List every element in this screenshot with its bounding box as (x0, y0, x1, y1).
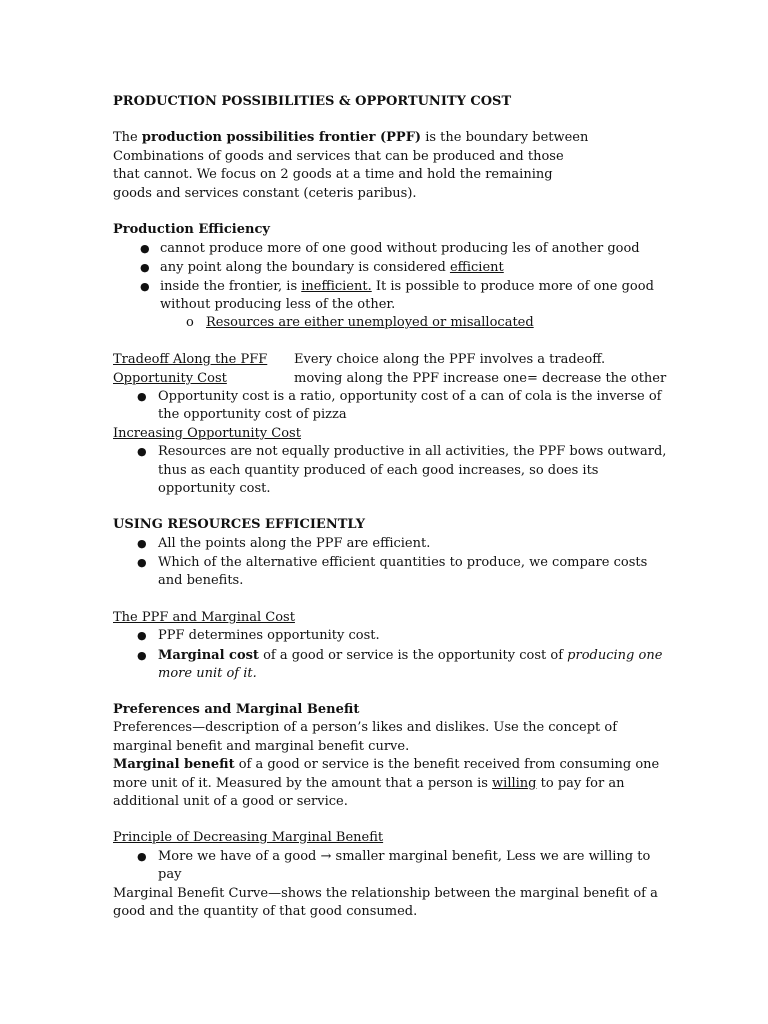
preferences-heading: Preferences and Marginal Benefit (113, 702, 360, 717)
bullet-icon: ● (140, 261, 150, 274)
ioc-bullet-line-2: thus as each quantity produced of each good increases, so does its (158, 463, 599, 478)
pe-bullet-3-pre: inside the frontier, is (160, 279, 302, 294)
bullet-icon: ● (137, 537, 147, 550)
preferences-line-1: Preferences—description of a person’s likes and dislikes. Use the concept of (113, 720, 618, 735)
preferences-line-4 (113, 775, 624, 794)
opportunity-cost-text: moving along the PPF increase one= decrease the other (294, 371, 667, 386)
pe-bullet-3 (160, 278, 654, 297)
oc-bullet-1-line-1: Opportunity cost is a ratio, opportunity cost of a can of cola is the inverse of (158, 389, 662, 404)
pmc-bullet-1: PPF determines opportunity cost. (158, 628, 380, 643)
pmc-bullet-2-line-2: more unit of it. (158, 666, 257, 681)
intro-post: is the boundary between (421, 130, 589, 145)
bullet-icon: ● (137, 445, 147, 458)
intro-line-3: that cannot. We focus on 2 goods at a time and hold the remaining (113, 167, 553, 182)
inefficient-term: inefficient. (301, 279, 372, 294)
ure-bullet-2-line-1: Which of the alternative efficient quantities to produce, we compare costs (158, 555, 648, 570)
intro-line-4: goods and services constant (ceteris paribus). (113, 186, 417, 201)
bullet-icon: ● (140, 280, 150, 293)
pe-bullet-1: cannot produce more of one good without producing les of another good (160, 241, 640, 256)
dmb-bullet-1 (158, 848, 650, 867)
using-resources-heading: USING RESOURCES EFFICIENTLY (113, 517, 365, 532)
increasing-oc-heading: Increasing Opportunity Cost (113, 426, 301, 441)
preferences-line-4-pre: more unit of it. Measured by the amount that a person is (113, 776, 493, 791)
intro-pre: The (113, 130, 142, 145)
ppf-marginal-cost-heading: The PPF and Marginal Cost (113, 610, 295, 625)
pe-bullet-2 (160, 259, 504, 278)
preferences-line-3-post: of a good or service is the benefit received from consuming one (234, 757, 660, 772)
pe-bullet-3-post: It is possible to produce more of one good (371, 279, 654, 294)
oc-bullet-1-line-2: the opportunity cost of pizza (158, 407, 347, 422)
pe-bullet-3-line-2: without producing less of the other. (160, 297, 396, 312)
bullet-icon: ● (137, 629, 147, 642)
mb-curve-line-2: good and the quantity of that good consumed. (113, 904, 418, 919)
mb-curve-line-1: Marginal Benefit Curve—shows the relationship between the marginal benefit of a (113, 886, 658, 901)
ppf-term: production possibilities frontier (PPF) (141, 130, 422, 145)
bullet-icon: ● (137, 390, 147, 403)
efficient-term: efficient (449, 260, 504, 275)
tradeoff-label: Tradeoff Along the PFF (113, 352, 268, 367)
decreasing-mb-heading: Principle of Decreasing Marginal Benefit (113, 830, 384, 845)
dmb-bullet-1-pre: More we have of a good (158, 849, 321, 864)
bullet-icon: ● (140, 242, 150, 255)
preferences-line-4-post: to pay for an (536, 776, 625, 791)
dmb-bullet-1-post: smaller marginal benefit, Less we are willing to (331, 849, 651, 864)
marginal-benefit-term: Marginal benefit (113, 757, 235, 772)
bullet-icon: ● (137, 556, 147, 569)
tradeoff-text: Every choice along the PPF involves a tradeoff. (294, 352, 606, 367)
production-efficiency-heading: Production Efficiency (113, 222, 270, 237)
marginal-cost-term: Marginal cost (158, 648, 259, 663)
preferences-line-2: marginal benefit and marginal benefit curve. (113, 739, 410, 754)
intro-line-1 (113, 129, 588, 148)
arrow-right-icon: → (320, 849, 332, 864)
intro-line-2: Combinations of goods and services that can be produced and those (113, 149, 564, 164)
preferences-line-5: additional unit of a good or service. (113, 794, 348, 809)
pmc-bullet-2 (158, 647, 662, 666)
ure-bullet-1: All the points along the PPF are efficient. (158, 536, 431, 551)
pmc-bullet-2-mid: of a good or service is the opportunity cost of (258, 648, 568, 663)
opportunity-cost-label: Opportunity Cost (113, 371, 227, 386)
bullet-icon: ● (137, 850, 147, 863)
ioc-bullet-line-1: Resources are not equally productive in all activities, the PPF bows outward, (158, 444, 667, 459)
page-title: PRODUCTION POSSIBILITIES & OPPORTUNITY COST (113, 94, 512, 109)
preferences-line-3 (113, 756, 659, 775)
ure-bullet-2-line-2: and benefits. (158, 573, 244, 588)
pmc-bullet-2-italic: producing one (567, 648, 663, 663)
sub-bullet-marker: o (186, 315, 194, 330)
ioc-bullet-line-3: opportunity cost. (158, 481, 271, 496)
willing-term: willing (492, 776, 537, 791)
pe-sub-bullet-1: Resources are either unemployed or misallocated (206, 315, 534, 330)
bullet-icon: ● (137, 649, 147, 662)
pe-bullet-2-pre: any point along the boundary is considered (160, 260, 450, 275)
dmb-bullet-1-line-2: pay (158, 867, 182, 882)
